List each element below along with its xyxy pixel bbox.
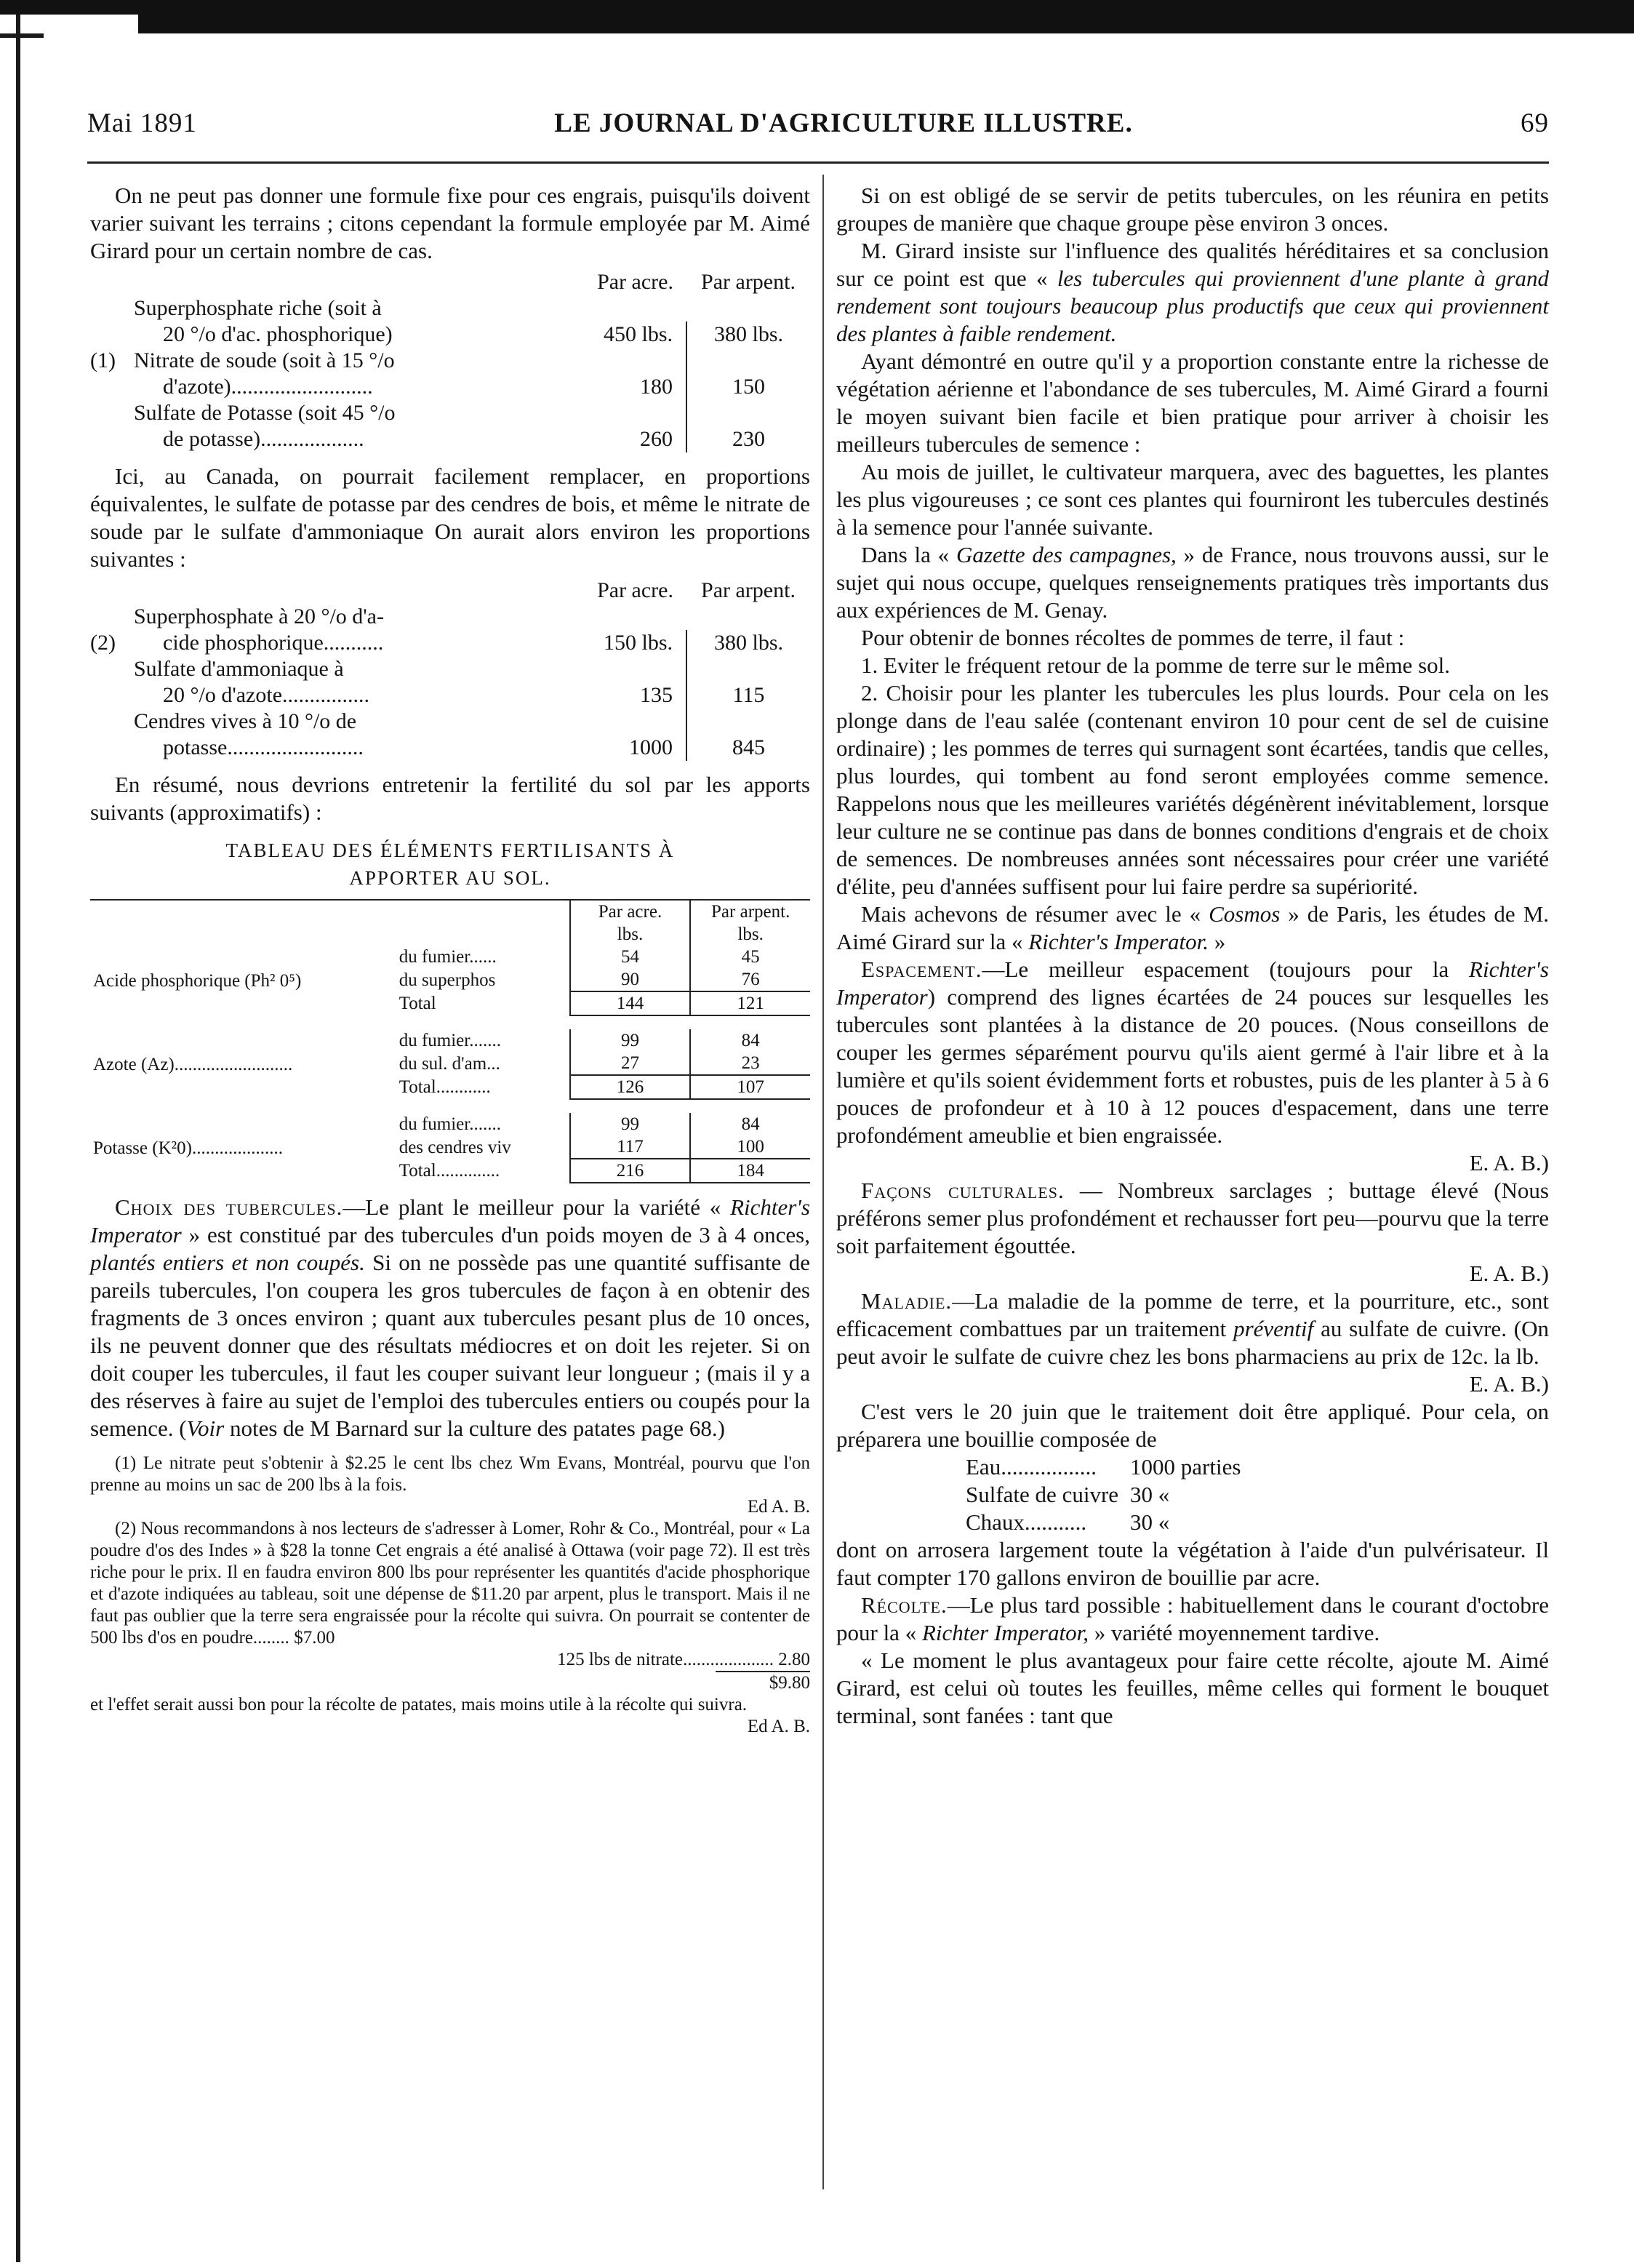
value-arpent: 380 lbs.	[686, 630, 810, 656]
value-acre: 180	[640, 375, 673, 399]
page-number: 69	[1521, 108, 1549, 138]
fertilizer-table	[90, 899, 810, 1183]
recipe-table	[960, 1453, 1246, 1536]
formula-line: d'azote)..........................	[163, 375, 373, 399]
binding-edge	[0, 0, 33, 2268]
espacement-paragraph: Espacement.—Le meilleur espacement (toujours pour la Richter's Imperator) comprend des lignes écartées de 24 pouces sur lesquelles les tubercules sont plantées à la distance de 20 pouces. (Nous conseillons de couper les germes séparément pourvu qu'ils aient germé à l'air libre et à la lumière et qu'ils soient évidemment forts et robustes, puis de les planter à 5 à 6 pouces de profondeur et à 10 à 12 pouces d'espacement, dans une terre profondément ameublie et bien engraissée.	[836, 957, 1549, 1148]
formula-line: Sulfate d'ammoniaque à	[134, 657, 344, 681]
maladie-paragraph: Maladie.—La maladie de la pomme de terre, et la pourriture, etc., sont efficacement combattues par un traitement préventif au sulfate de cuivre. (On peut avoir le sulfate de cuivre chez les bons pharmaciens au prix de 12c. la lb.	[836, 1288, 1549, 1369]
footnote-1: (1) Le nitrate peut s'obtenir à $2.25 le cent lbs chez Wm Evans, Montréal, pourvu que l'on prenne au moins un sac de 200 lbs à la fois.	[90, 1453, 810, 1495]
value-arpent: 115	[686, 682, 810, 708]
table-subtitle: APPORTER AU SOL.	[349, 867, 551, 889]
paragraph: 2. Choisir pour les planter les tubercules les plus lourds. Pour cela on les plonge dans de l'eau salée (contenant environ 10 pour cent de sel de cuisine ordinaire) ; les pommes de terres qui surnagent sont écartées, tandis que celles, plus lourdes, qui tombent au fond seront employées comme semence. Rappelons nous que les meilleures variétés dégénèrent inévitablement, lorsque leur culture ne se continue pas dans de bonnes conditions d'engrais et de choix de semences. De nombreuses années sont nécessaires pour créer une variété d'élite, peu d'années suffisent pour lui faire perdre sa supériorité.	[836, 680, 1549, 899]
header-rule	[87, 161, 1549, 164]
recolte-paragraph: Récolte.—Le plus tard possible : habituellement dans le courant d'octobre pour la « Richter Imperator, » variété moyennement tardive.	[836, 1592, 1549, 1645]
intro-paragraph: On ne peut pas donner une formule fixe pour ces engrais, puisqu'ils doivent varier suivant les terrains ; citons cependant la formule employée par M. Aimé Girard pour un certain nombre de cas.	[90, 183, 810, 263]
footnote-signature: Ed A. B.	[747, 1497, 810, 1517]
value-arpent: 845	[686, 735, 810, 761]
table-row: Acide phosphorique (Ph² 0⁵) du fumier...... 54 45	[90, 946, 810, 968]
recipe-row: Sulfate de cuivre 30 «	[966, 1482, 1170, 1507]
formula-line: Nitrate de soude (soit à 15 °/o	[134, 348, 395, 372]
table-total-row: Total.............. 216 184	[90, 1159, 810, 1183]
value-arpent: 150	[686, 374, 810, 400]
formula-line: potasse.........................	[163, 735, 364, 759]
left-column	[90, 182, 810, 1738]
group-label: Azote (Az)..........................	[93, 1054, 293, 1074]
col-head-acre: Par acre.	[597, 270, 673, 294]
paragraph: Si on est obligé de se servir de petits tubercules, on les réunira en petits groupes de manière que chaque groupe pèse environ 3 onces.	[836, 183, 1549, 236]
formula-line: 20 °/o d'azote................	[163, 683, 370, 707]
table-row: du sul. d'am... 27 23	[90, 1052, 810, 1075]
canada-paragraph: Ici, au Canada, on pourrait facilement remplacer, en proportions équivalentes, le sulfate de potasse par des cendres de bois, et même le nitrate de soude par le sulfate d'ammoniaque On aurait alors environ les proportions suivantes :	[90, 463, 810, 572]
paragraph: Mais achevons de résumer avec le « Cosmos » de Paris, les études de M. Aimé Girard sur la « Richter's Imperator. »	[836, 901, 1550, 954]
facons-paragraph: Façons culturales. — Nombreux sarclages ; buttage élevé (Nous préférons semer plus profondément et rechausser fort peu—pourvu que la terre soit parfaitement égouttée.	[836, 1178, 1549, 1258]
formula-line: Sulfate de Potasse (soit 45 °/o	[134, 401, 396, 425]
section-heading: Choix des tubercules.	[115, 1194, 343, 1220]
col-head-arpent: Par arpent.	[701, 578, 796, 602]
footnotes	[90, 1453, 810, 1738]
section-heading: Espacement.	[861, 957, 982, 982]
value-arpent: 380 lbs.	[686, 322, 810, 348]
col-head-arpent: Par arpent. lbs.	[690, 900, 810, 946]
section-heading: Récolte.	[861, 1592, 948, 1618]
choix-paragraph: Choix des tubercules.—Le plant le meilleur pour la variété « Richter's Imperator » est constitué par des tubercules d'un poids moyen de 3 à 4 onces, plantés entiers et non coupés. Si on ne possède pas une quantité suffisante de pareils tubercules, l'on coupera les gros tubercules de façon à en obtenir des fragments de 3 onces environ ; quant aux tubercules pesant plus de 10 onces, ils ne peuvent donner que des résultats médiocres et on doit les rejeter. Si on doit couper les tubercules, il faut les couper suivant leur longueur ; (mais il y a des réserves à faire au sujet de l'emploi des tubercules entiers ou coupés pour la semence. (Voir notes de M Barnard sur la culture des patates page 68.)	[90, 1194, 811, 1441]
footnote-marker: (2)	[90, 631, 116, 655]
header-journal-title: LE JOURNAL D'AGRICULTURE ILLUSTRE.	[554, 108, 1133, 138]
paragraph: Au mois de juillet, le cultivateur marquera, avec des baguettes, les plantes les plus vigoureuses ; ce sont ces plantes qui fourniront les tubercules destinés à la semence pour l'année suivante.	[836, 459, 1549, 540]
paragraph: M. Girard insiste sur l'influence des qualités héréditaires et sa conclusion sur ce point est que « les tubercules qui proviennent d'une plante à grand rendement sont toujours beaucoup plus productifs que ceux qui proviennent des plantes à faible rendement.	[836, 238, 1550, 346]
section-heading: Façons culturales.	[861, 1178, 1065, 1203]
paragraph: « Le moment le plus avantageux pour faire cette récolte, ajoute M. Aimé Girard, est celui où toutes les feuilles, même celles qui forment le bouquet terminal, sont fanées : tant que	[836, 1648, 1549, 1728]
page-header	[87, 108, 1549, 144]
footnote-2: (2) Nous recommandons à nos lecteurs de s'adresser à Lomer, Rohr & Co., Montréal, pour « La poudre d'os des Indes » à $28 la tonne Cet engrais a été analisé à Ottawa (voir page 72). Il est très riche pour le prix. Il en faudra environ 800 lbs pour représenter les quantités d'acide phosphorique et d'azote indiquées au tableau, soit une dépense de $11.20 par arpent, plus le transport. Mais il ne faut pas oublier que la terre sera engraissée pour la récolte qui suivra. On pourrait se contenter de 500 lbs d'os en poudre........ $7.00	[90, 1519, 810, 1648]
formula-table-2	[90, 578, 810, 761]
value-acre: 135	[640, 683, 673, 707]
header-date: Mai 1891	[87, 108, 197, 138]
table-total-row: Total 144 121	[90, 991, 810, 1015]
value-arpent: 230	[686, 426, 810, 452]
footnote-end: et l'effet serait aussi bon pour la récolte de patates, mais moins utile à la récolte qui suivra.	[90, 1695, 748, 1714]
group-label: Acide phosphorique (Ph² 0⁵)	[93, 970, 302, 991]
paragraph: dont on arrosera largement toute la végétation à l'aide d'un pulvérisateur. Il faut compter 170 gallons environ de bouillie par acre.	[836, 1537, 1549, 1590]
table-total-row: Total............ 126 107	[90, 1075, 810, 1099]
table-row: Potasse (K²0).................... du fumier....... 99 84	[90, 1113, 810, 1135]
formula-line: Superphosphate riche (soit à	[134, 296, 382, 320]
right-column	[836, 182, 1549, 1730]
value-acre: 150 lbs.	[603, 631, 673, 655]
group-label: Potasse (K²0)....................	[93, 1138, 283, 1158]
col-head-acre: Par acre. lbs.	[570, 900, 691, 946]
paragraph: Pour obtenir de bonnes récoltes de pommes de terre, il faut :	[861, 625, 1405, 650]
footnote-marker: (1)	[90, 348, 116, 372]
section-heading: Maladie.	[861, 1288, 953, 1314]
formula-table-1	[90, 269, 810, 452]
paragraph: C'est vers le 20 juin que le traitement doit être appliqué. Pour cela, on préparera une bouillie composée de	[836, 1399, 1549, 1452]
footnote-signature: Ed A. B.	[747, 1717, 810, 1736]
formula-line: cide phosphorique...........	[163, 631, 384, 655]
footnote-total: $9.80	[716, 1671, 810, 1694]
paragraph: Dans la « Gazette des campagnes, » de France, nous trouvons aussi, sur le sujet qui nous occupe, quelques renseignements pratiques très importants dus aux expériences de M. Genay.	[836, 542, 1549, 623]
signature: E. A. B.)	[1469, 1261, 1549, 1286]
value-acre: 260	[640, 427, 673, 451]
footnote-line: 125 lbs de nitrate.................... 2.80	[557, 1650, 810, 1669]
value-acre: 450 lbs.	[603, 322, 673, 346]
signature: E. A. B.)	[1469, 1371, 1549, 1397]
table-row: du superphos 90 76	[90, 968, 810, 991]
formula-line: Cendres vives à 10 °/o de	[134, 709, 357, 733]
formula-line: Superphosphate à 20 °/o d'a-	[134, 604, 384, 628]
column-separator	[822, 175, 824, 2189]
paragraph: 1. Eviter le fréquent retour de la pomme de terre sur le même sol.	[861, 652, 1450, 678]
signature: E. A. B.)	[1469, 1150, 1549, 1175]
formula-line: de potasse)...................	[163, 427, 364, 451]
table-row: des cendres viv 117 100	[90, 1135, 810, 1159]
table-row: Azote (Az).......................... du fumier....... 99 84	[90, 1029, 810, 1052]
paragraph: Ayant démontré en outre qu'il y a proportion constante entre la richesse de végétation aérienne et l'abondance de ses tubercules, M. Aimé Girard a fourni le moyen suivant bien facile et bien pratique pour arriver à choisir les meilleurs tubercules de semence :	[836, 348, 1549, 457]
recipe-row: Eau................. 1000 parties	[966, 1454, 1241, 1480]
recipe-row: Chaux........... 30 «	[966, 1509, 1170, 1535]
formula-line: 20 °/o d'ac. phosphorique)	[163, 322, 393, 346]
table-title: TABLEAU DES ÉLÉMENTS FERTILISANTS À	[225, 839, 675, 861]
top-bar	[0, 0, 1634, 33]
col-head-acre: Par acre.	[597, 578, 673, 602]
value-acre: 1000	[629, 735, 673, 759]
summary-paragraph: En résumé, nous devrions entretenir la fertilité du sol par les apports suivants (approximatifs) :	[90, 772, 810, 825]
col-head-arpent: Par arpent.	[701, 270, 796, 294]
